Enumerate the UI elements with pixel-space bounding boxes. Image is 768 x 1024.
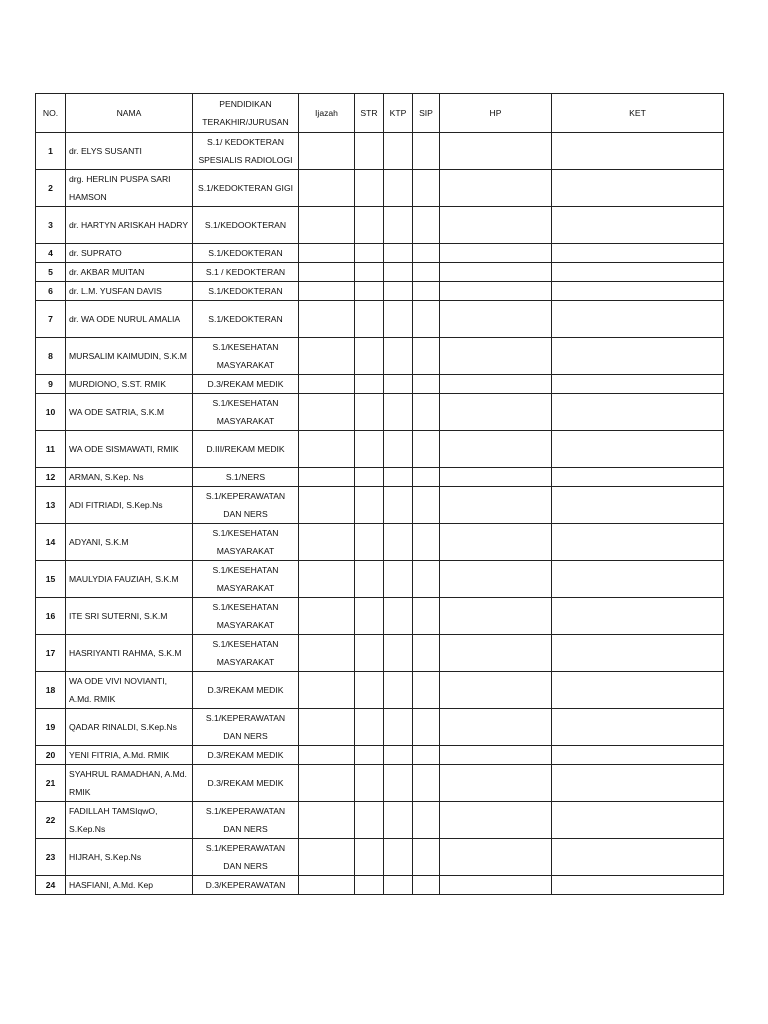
row-ijazah-cell — [299, 468, 355, 487]
row-number: 16 — [36, 598, 66, 635]
row-ket-cell — [552, 635, 724, 672]
row-education: S.1/KEPERAWATAN DAN NERS — [193, 839, 299, 876]
row-ktp-cell — [384, 207, 413, 244]
row-number: 11 — [36, 431, 66, 468]
table-row — [36, 598, 724, 635]
row-name: ADI FITRIADI, S.Kep.Ns — [66, 487, 193, 524]
row-hp-cell — [440, 524, 552, 561]
row-ket-cell — [552, 338, 724, 375]
row-name: WA ODE VIVI NOVIANTI, A.Md. RMIK — [66, 672, 193, 709]
row-name: dr. AKBAR MUITAN — [66, 263, 193, 282]
table-row — [36, 802, 724, 839]
row-ket-cell — [552, 263, 724, 282]
row-number: 4 — [36, 244, 66, 263]
row-hp-cell — [440, 672, 552, 709]
row-ktp-cell — [384, 394, 413, 431]
row-ijazah-cell — [299, 170, 355, 207]
row-name: QADAR RINALDI, S.Kep.Ns — [66, 709, 193, 746]
row-str-cell — [355, 524, 384, 561]
row-ijazah-cell — [299, 244, 355, 263]
row-str-cell — [355, 244, 384, 263]
row-ijazah-cell — [299, 338, 355, 375]
header-hp: HP — [440, 94, 552, 133]
row-ket-cell — [552, 672, 724, 709]
header-sip: SIP — [413, 94, 440, 133]
row-str-cell — [355, 263, 384, 282]
table-row — [36, 561, 724, 598]
row-number: 6 — [36, 282, 66, 301]
row-name: YENI FITRIA, A.Md. RMIK — [66, 746, 193, 765]
row-sip-cell — [413, 561, 440, 598]
table-row — [36, 709, 724, 746]
row-number: 5 — [36, 263, 66, 282]
row-str-cell — [355, 431, 384, 468]
row-str-cell — [355, 468, 384, 487]
row-ijazah-cell — [299, 431, 355, 468]
row-ijazah-cell — [299, 598, 355, 635]
row-ktp-cell — [384, 598, 413, 635]
row-hp-cell — [440, 746, 552, 765]
row-ket-cell — [552, 709, 724, 746]
row-sip-cell — [413, 765, 440, 802]
row-number: 8 — [36, 338, 66, 375]
row-name: MAULYDIA FAUZIAH, S.K.M — [66, 561, 193, 598]
row-name: dr. WA ODE NURUL AMALIA — [66, 301, 193, 338]
table-row — [36, 765, 724, 802]
table-row — [36, 301, 724, 338]
row-ijazah-cell — [299, 746, 355, 765]
table-row — [36, 394, 724, 431]
row-ket-cell — [552, 170, 724, 207]
row-hp-cell — [440, 375, 552, 394]
header-pendidikan: PENDIDIKAN TERAKHIR/JURUSAN — [193, 94, 299, 133]
row-ktp-cell — [384, 431, 413, 468]
row-name: WA ODE SISMAWATI, RMIK — [66, 431, 193, 468]
row-education: D.3/REKAM MEDIK — [193, 375, 299, 394]
row-hp-cell — [440, 301, 552, 338]
row-str-cell — [355, 561, 384, 598]
row-ktp-cell — [384, 487, 413, 524]
row-sip-cell — [413, 524, 440, 561]
row-number: 10 — [36, 394, 66, 431]
row-sip-cell — [413, 375, 440, 394]
row-number: 14 — [36, 524, 66, 561]
row-ijazah-cell — [299, 282, 355, 301]
row-ket-cell — [552, 765, 724, 802]
row-number: 3 — [36, 207, 66, 244]
table-row — [36, 375, 724, 394]
row-hp-cell — [440, 263, 552, 282]
row-sip-cell — [413, 170, 440, 207]
row-str-cell — [355, 802, 384, 839]
table-row — [36, 672, 724, 709]
row-number: 7 — [36, 301, 66, 338]
row-number: 12 — [36, 468, 66, 487]
row-sip-cell — [413, 394, 440, 431]
row-ijazah-cell — [299, 133, 355, 170]
row-str-cell — [355, 839, 384, 876]
row-number: 1 — [36, 133, 66, 170]
row-str-cell — [355, 709, 384, 746]
row-ktp-cell — [384, 672, 413, 709]
table-row — [36, 524, 724, 561]
row-sip-cell — [413, 282, 440, 301]
row-ktp-cell — [384, 876, 413, 895]
row-sip-cell — [413, 207, 440, 244]
row-ijazah-cell — [299, 487, 355, 524]
row-name: SYAHRUL RAMADHAN, A.Md. RMIK — [66, 765, 193, 802]
row-education: S.1/KEDOOKTERAN — [193, 207, 299, 244]
header-ket: KET — [552, 94, 724, 133]
row-ktp-cell — [384, 561, 413, 598]
row-education: S.1/KEPERAWATAN DAN NERS — [193, 487, 299, 524]
row-ijazah-cell — [299, 802, 355, 839]
row-name: ITE SRI SUTERNI, S.K.M — [66, 598, 193, 635]
row-hp-cell — [440, 282, 552, 301]
row-hp-cell — [440, 561, 552, 598]
row-str-cell — [355, 598, 384, 635]
row-str-cell — [355, 672, 384, 709]
row-ktp-cell — [384, 263, 413, 282]
row-sip-cell — [413, 802, 440, 839]
row-sip-cell — [413, 301, 440, 338]
row-ktp-cell — [384, 765, 413, 802]
row-hp-cell — [440, 207, 552, 244]
row-name: dr. L.M. YUSFAN DAVIS — [66, 282, 193, 301]
row-str-cell — [355, 876, 384, 895]
row-sip-cell — [413, 431, 440, 468]
row-str-cell — [355, 765, 384, 802]
row-education: D.3/REKAM MEDIK — [193, 746, 299, 765]
row-ktp-cell — [384, 524, 413, 561]
row-ktp-cell — [384, 282, 413, 301]
row-sip-cell — [413, 487, 440, 524]
row-ktp-cell — [384, 301, 413, 338]
row-ijazah-cell — [299, 394, 355, 431]
row-sip-cell — [413, 263, 440, 282]
row-name: dr. HARTYN ARISKAH HADRY — [66, 207, 193, 244]
row-str-cell — [355, 635, 384, 672]
row-hp-cell — [440, 487, 552, 524]
row-hp-cell — [440, 338, 552, 375]
row-education: S.1/KEDOKTERAN — [193, 301, 299, 338]
header-ktp: KTP — [384, 94, 413, 133]
row-education: S.1/KEDOKTERAN — [193, 282, 299, 301]
row-ket-cell — [552, 207, 724, 244]
row-ket-cell — [552, 375, 724, 394]
row-education: D.3/REKAM MEDIK — [193, 672, 299, 709]
table-row — [36, 170, 724, 207]
row-education: S.1/KESEHATAN MASYARAKAT — [193, 524, 299, 561]
row-ket-cell — [552, 746, 724, 765]
row-name: MURDIONO, S.ST. RMIK — [66, 375, 193, 394]
row-str-cell — [355, 207, 384, 244]
row-ket-cell — [552, 802, 724, 839]
row-hp-cell — [440, 431, 552, 468]
row-str-cell — [355, 746, 384, 765]
row-hp-cell — [440, 765, 552, 802]
row-ket-cell — [552, 431, 724, 468]
row-hp-cell — [440, 468, 552, 487]
row-name: MURSALIM KAIMUDIN, S.K.M — [66, 338, 193, 375]
header-nama: NAMA — [66, 94, 193, 133]
row-name: WA ODE SATRIA, S.K.M — [66, 394, 193, 431]
row-sip-cell — [413, 338, 440, 375]
staff-document-table — [35, 93, 724, 895]
row-ijazah-cell — [299, 375, 355, 394]
row-ijazah-cell — [299, 561, 355, 598]
row-hp-cell — [440, 876, 552, 895]
row-ijazah-cell — [299, 301, 355, 338]
row-str-cell — [355, 487, 384, 524]
row-str-cell — [355, 170, 384, 207]
table-row — [36, 746, 724, 765]
row-ket-cell — [552, 282, 724, 301]
row-ktp-cell — [384, 839, 413, 876]
row-number: 17 — [36, 635, 66, 672]
row-ktp-cell — [384, 635, 413, 672]
row-ket-cell — [552, 524, 724, 561]
row-sip-cell — [413, 635, 440, 672]
row-ket-cell — [552, 394, 724, 431]
row-ktp-cell — [384, 468, 413, 487]
row-ijazah-cell — [299, 672, 355, 709]
row-number: 18 — [36, 672, 66, 709]
row-name: HIJRAH, S.Kep.Ns — [66, 839, 193, 876]
row-ijazah-cell — [299, 263, 355, 282]
row-name: dr. SUPRATO — [66, 244, 193, 263]
row-ket-cell — [552, 839, 724, 876]
row-name: ADYANI, S.K.M — [66, 524, 193, 561]
row-str-cell — [355, 133, 384, 170]
row-sip-cell — [413, 244, 440, 263]
table-row — [36, 487, 724, 524]
row-education: D.3/KEPERAWATAN — [193, 876, 299, 895]
row-education: S.1/KEDOKTERAN GIGI — [193, 170, 299, 207]
row-name: dr. ELYS SUSANTI — [66, 133, 193, 170]
row-ket-cell — [552, 598, 724, 635]
row-number: 21 — [36, 765, 66, 802]
row-number: 15 — [36, 561, 66, 598]
row-ijazah-cell — [299, 839, 355, 876]
row-ket-cell — [552, 487, 724, 524]
table-row — [36, 839, 724, 876]
row-education: S.1/KEPERAWATAN DAN NERS — [193, 709, 299, 746]
row-number: 2 — [36, 170, 66, 207]
row-hp-cell — [440, 170, 552, 207]
row-sip-cell — [413, 598, 440, 635]
table-row — [36, 468, 724, 487]
row-ijazah-cell — [299, 635, 355, 672]
table-row — [36, 244, 724, 263]
row-education: S.1/NERS — [193, 468, 299, 487]
row-number: 9 — [36, 375, 66, 394]
row-ijazah-cell — [299, 765, 355, 802]
row-number: 19 — [36, 709, 66, 746]
row-education: S.1/KEPERAWATAN DAN NERS — [193, 802, 299, 839]
row-str-cell — [355, 301, 384, 338]
row-ket-cell — [552, 133, 724, 170]
row-ket-cell — [552, 561, 724, 598]
row-hp-cell — [440, 244, 552, 263]
row-sip-cell — [413, 876, 440, 895]
row-ket-cell — [552, 468, 724, 487]
table-body — [36, 133, 724, 895]
table-row — [36, 282, 724, 301]
row-name: ARMAN, S.Kep. Ns — [66, 468, 193, 487]
table-row — [36, 338, 724, 375]
row-ktp-cell — [384, 338, 413, 375]
row-number: 13 — [36, 487, 66, 524]
row-ijazah-cell — [299, 524, 355, 561]
row-hp-cell — [440, 133, 552, 170]
row-str-cell — [355, 282, 384, 301]
row-sip-cell — [413, 839, 440, 876]
row-str-cell — [355, 375, 384, 394]
row-ktp-cell — [384, 244, 413, 263]
row-education: S.1/KESEHATAN MASYARAKAT — [193, 338, 299, 375]
row-hp-cell — [440, 635, 552, 672]
row-education: S.1/KEDOKTERAN — [193, 244, 299, 263]
row-ktp-cell — [384, 170, 413, 207]
row-name: drg. HERLIN PUSPA SARI HAMSON — [66, 170, 193, 207]
row-ktp-cell — [384, 746, 413, 765]
row-name: FADILLAH TAMSIqwO, S.Kep.Ns — [66, 802, 193, 839]
row-sip-cell — [413, 133, 440, 170]
row-ket-cell — [552, 876, 724, 895]
row-ket-cell — [552, 244, 724, 263]
row-education: S.1/ KEDOKTERAN SPESIALIS RADIOLOGI — [193, 133, 299, 170]
row-education: S.1/KESEHATAN MASYARAKAT — [193, 635, 299, 672]
row-sip-cell — [413, 468, 440, 487]
row-education: S.1/KESEHATAN MASYARAKAT — [193, 561, 299, 598]
table-row — [36, 133, 724, 170]
row-education: S.1/KESEHATAN MASYARAKAT — [193, 598, 299, 635]
row-hp-cell — [440, 802, 552, 839]
table-row — [36, 263, 724, 282]
row-education: S.1/KESEHATAN MASYARAKAT — [193, 394, 299, 431]
row-str-cell — [355, 394, 384, 431]
row-ijazah-cell — [299, 207, 355, 244]
table-row — [36, 207, 724, 244]
row-number: 20 — [36, 746, 66, 765]
row-number: 23 — [36, 839, 66, 876]
row-sip-cell — [413, 709, 440, 746]
row-education: S.1 / KEDOKTERAN — [193, 263, 299, 282]
row-sip-cell — [413, 672, 440, 709]
row-str-cell — [355, 338, 384, 375]
row-ktp-cell — [384, 133, 413, 170]
row-hp-cell — [440, 598, 552, 635]
header-no: NO. — [36, 94, 66, 133]
row-hp-cell — [440, 394, 552, 431]
row-education: D.3/REKAM MEDIK — [193, 765, 299, 802]
row-number: 22 — [36, 802, 66, 839]
row-ijazah-cell — [299, 876, 355, 895]
table-row — [36, 876, 724, 895]
row-ijazah-cell — [299, 709, 355, 746]
row-name: HASFIANI, A.Md. Kep — [66, 876, 193, 895]
header-str: STR — [355, 94, 384, 133]
row-ket-cell — [552, 301, 724, 338]
row-hp-cell — [440, 709, 552, 746]
row-name: HASRIYANTI RAHMA, S.K.M — [66, 635, 193, 672]
row-education: D.III/REKAM MEDIK — [193, 431, 299, 468]
table-row — [36, 431, 724, 468]
table-row — [36, 635, 724, 672]
row-sip-cell — [413, 746, 440, 765]
header-row — [36, 94, 724, 133]
row-ktp-cell — [384, 802, 413, 839]
row-hp-cell — [440, 839, 552, 876]
header-ijazah: Ijazah — [299, 94, 355, 133]
row-ktp-cell — [384, 375, 413, 394]
row-number: 24 — [36, 876, 66, 895]
row-ktp-cell — [384, 709, 413, 746]
